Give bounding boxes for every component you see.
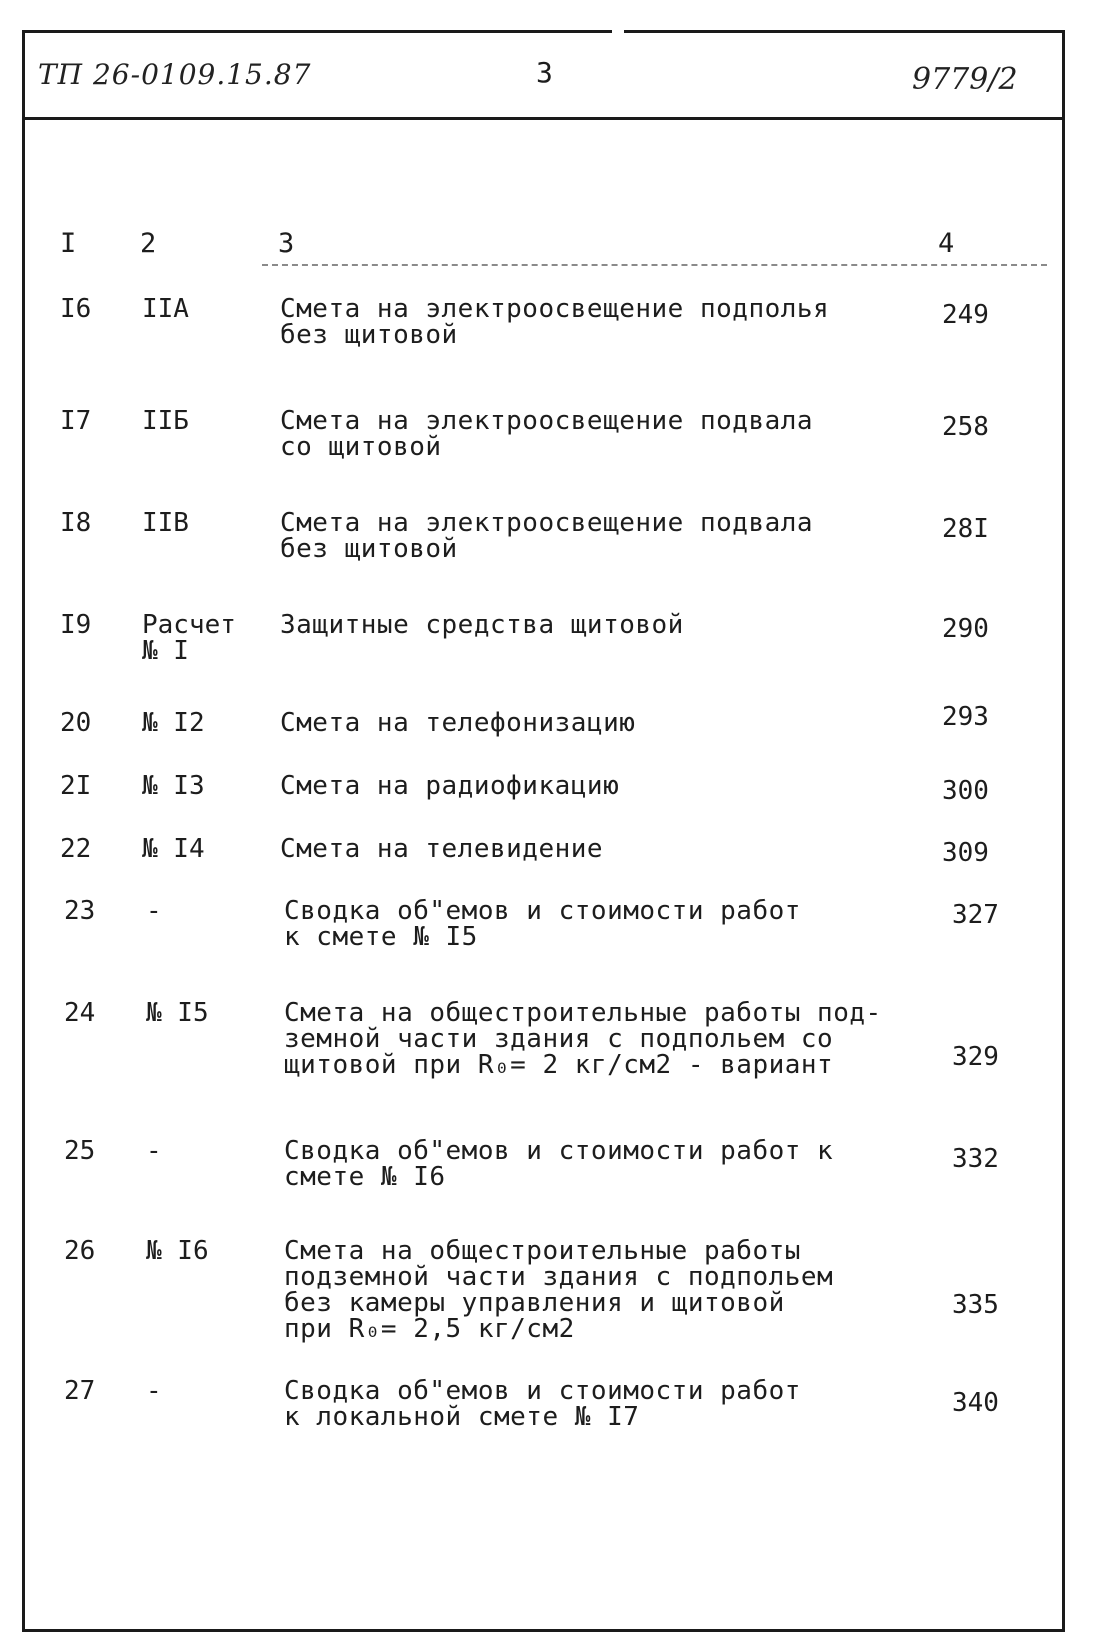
row-page: 329: [952, 1042, 999, 1072]
column-header-1: I: [60, 228, 77, 259]
row-number: I9: [60, 610, 92, 640]
row-page: 300: [942, 776, 989, 806]
row-number: I8: [60, 508, 92, 538]
row-number: 20: [60, 708, 92, 738]
row-number: 26: [64, 1236, 96, 1266]
row-reference: № I6: [146, 1236, 209, 1266]
row-reference: IIА: [142, 294, 189, 324]
row-number: 23: [64, 896, 96, 926]
row-description: Сводка об"емов и стоимости работ к локальной смете № I7: [284, 1376, 801, 1432]
row-reference: IIВ: [142, 508, 189, 538]
row-page: 309: [942, 838, 989, 868]
row-description: Смета на телевидение: [280, 834, 604, 864]
row-page: 327: [952, 900, 999, 930]
row-page: 335: [952, 1290, 999, 1320]
row-page: 258: [942, 412, 989, 442]
row-number: 2I: [60, 771, 92, 801]
row-page: 28I: [942, 514, 989, 544]
header-rule: [262, 264, 1047, 266]
row-description: Смета на телефонизацию: [280, 708, 636, 738]
row-description: Смета на электроосвещение подвала без щитовой: [280, 508, 814, 564]
page-number: 3: [536, 56, 553, 89]
row-reference: Расчет № I: [142, 610, 236, 666]
row-description: Защитные средства щитовой: [280, 610, 684, 640]
column-header-2: 2: [140, 228, 157, 259]
row-number: I6: [60, 294, 92, 324]
row-reference: № I3: [142, 771, 205, 801]
row-page: 293: [942, 702, 989, 732]
row-description: Смета на радиофикацию: [280, 771, 620, 801]
row-page: 290: [942, 614, 989, 644]
row-reference: -: [146, 1376, 162, 1406]
row-description: Сводка об"емов и стоимости работ к смете № I6: [284, 1136, 834, 1192]
row-description: Сводка об"емов и стоимости работ к смете № I5: [284, 896, 801, 952]
row-description: Смета на общестроительные работы под- земной части здания с подпольем со щитовой при R₀= 2 кг/см2 - вариант: [284, 998, 882, 1080]
row-reference: IIБ: [142, 406, 189, 436]
column-header-4: 4: [938, 228, 955, 259]
inventory-number: 9779/2: [912, 62, 1018, 97]
row-reference: № I5: [146, 998, 209, 1028]
row-description: Смета на общестроительные работы подземной части здания с подпольем без камеры управления и щитовой при R₀= 2,5 кг/см2: [284, 1236, 834, 1344]
row-number: 27: [64, 1376, 96, 1406]
row-number: 24: [64, 998, 96, 1028]
header-divider: [22, 117, 1065, 120]
row-description: Смета на электроосвещение подполья без щитовой: [280, 294, 830, 350]
frame-gap: [612, 26, 624, 36]
row-reference: № I2: [142, 708, 205, 738]
row-number: I7: [60, 406, 92, 436]
row-reference: -: [146, 896, 162, 926]
row-page: 340: [952, 1388, 999, 1418]
document-code: ТП 26-0109.15.87: [38, 58, 312, 91]
row-page: 332: [952, 1144, 999, 1174]
column-header-3: 3: [278, 228, 295, 259]
row-page: 249: [942, 300, 989, 330]
row-reference: № I4: [142, 834, 205, 864]
row-description: Смета на электроосвещение подвала со щитовой: [280, 406, 814, 462]
row-number: 22: [60, 834, 92, 864]
row-number: 25: [64, 1136, 96, 1166]
row-reference: -: [146, 1136, 162, 1166]
